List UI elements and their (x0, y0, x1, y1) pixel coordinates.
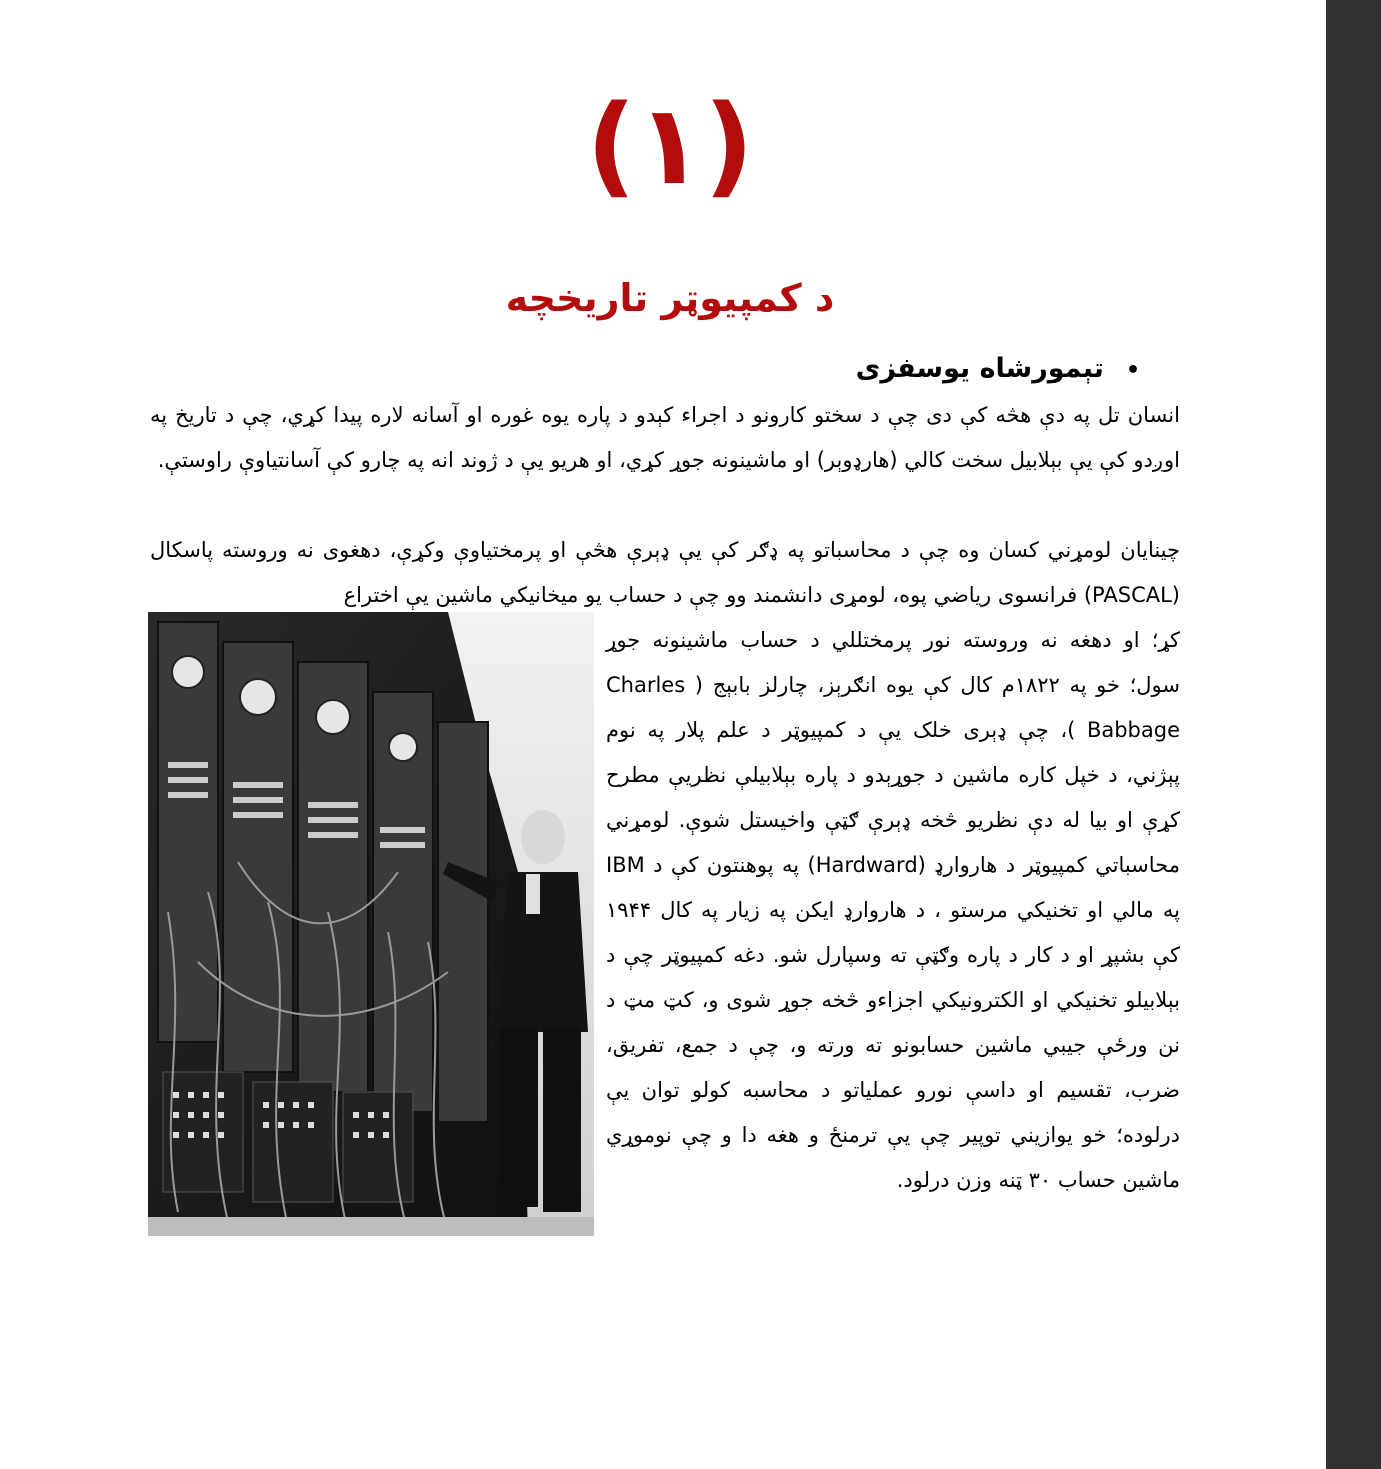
computer-photo-drawing (148, 612, 594, 1236)
paragraph-chinese-pascal: چینایان لومړني کسان وه چې د محاسباتو په ډګر کې یې ډېرې هڅې او پرمختیاوې وکړې، دهغوی نه وروسته پاسکال (PASCAL) فرانسوی ریاضي پوه، لومړی دانشمند وو چې د حساب یو میخانیکي ماشین یې اختراع (150, 538, 1180, 607)
paragraph-babbage-harvard: کړ؛ او دهغه نه وروسته نور پرمختللي د حساب ماشینونه جوړ سول؛ خو په ۱۸۲۲م کال کې یوه انګرېز، چارلز بابېج ( Charles Babbage )، چې ډېری خلک یې د کمپیوټر د علم پلار په نوم پېژني، د خپل کاره ماشین د جوړېدو د پاره بېلابیلې نظریې مطرح کړې او بیا له دې نظریو څخه ډېرې ګټې واخیستل شوې. لومړني محاسباتي کمپیوټر د هاروارډ (Hardward) په پوهنتون کې د IBM په مالي او تخنیکي مرستو ، د هاروارډ ایکن په زیار په کال ۱۹۴۴ کې بشپړ او د کار د پاره وګټې ته وسپارل شو. دغه کمپیوټر چې د بېلابیلو تخنیکي او الکترونیکي اجزاءو څخه جوړ شوی و، کټ مټ د نن ورځې جیبي ماشین حسابونو ته ورته و، چې د جمع، تفریق، ضرب، تقسیم او داسې نورو عملیاتو د محاسبه کولو توان یې درلوده؛ خو یوازیني توپیر چې یې ترمنځ و هغه دا و چې نوموړي ماشین حساب ۳۰ ټنه وزن درلود. (606, 628, 1180, 1192)
chapter-title: د کمپیوټر تاریخچه (505, 276, 835, 320)
chapter-number: (۱) (586, 81, 754, 209)
bullet-icon: • (1125, 358, 1140, 383)
author-name: تېمورشاه یوسفزی (855, 353, 1104, 384)
computer-photo (148, 612, 594, 1236)
viewer-side-bar (1326, 0, 1381, 1469)
paragraph-intro: انسان تل په دې هڅه کې دی چې د سختو کارونو د اجراء کېدو د پاره یوه غوره او آسانه لاره پیدا کړي، چې د تاریخ په اوږدو کې یې بېلابیل سخت کالي (هارډوېر) او ماشینونه جوړ کړي، او هریو یې د ژوند انه په چارو کې آسانتیاوې راوستې. (150, 403, 1180, 472)
author-line (700, 345, 1140, 395)
